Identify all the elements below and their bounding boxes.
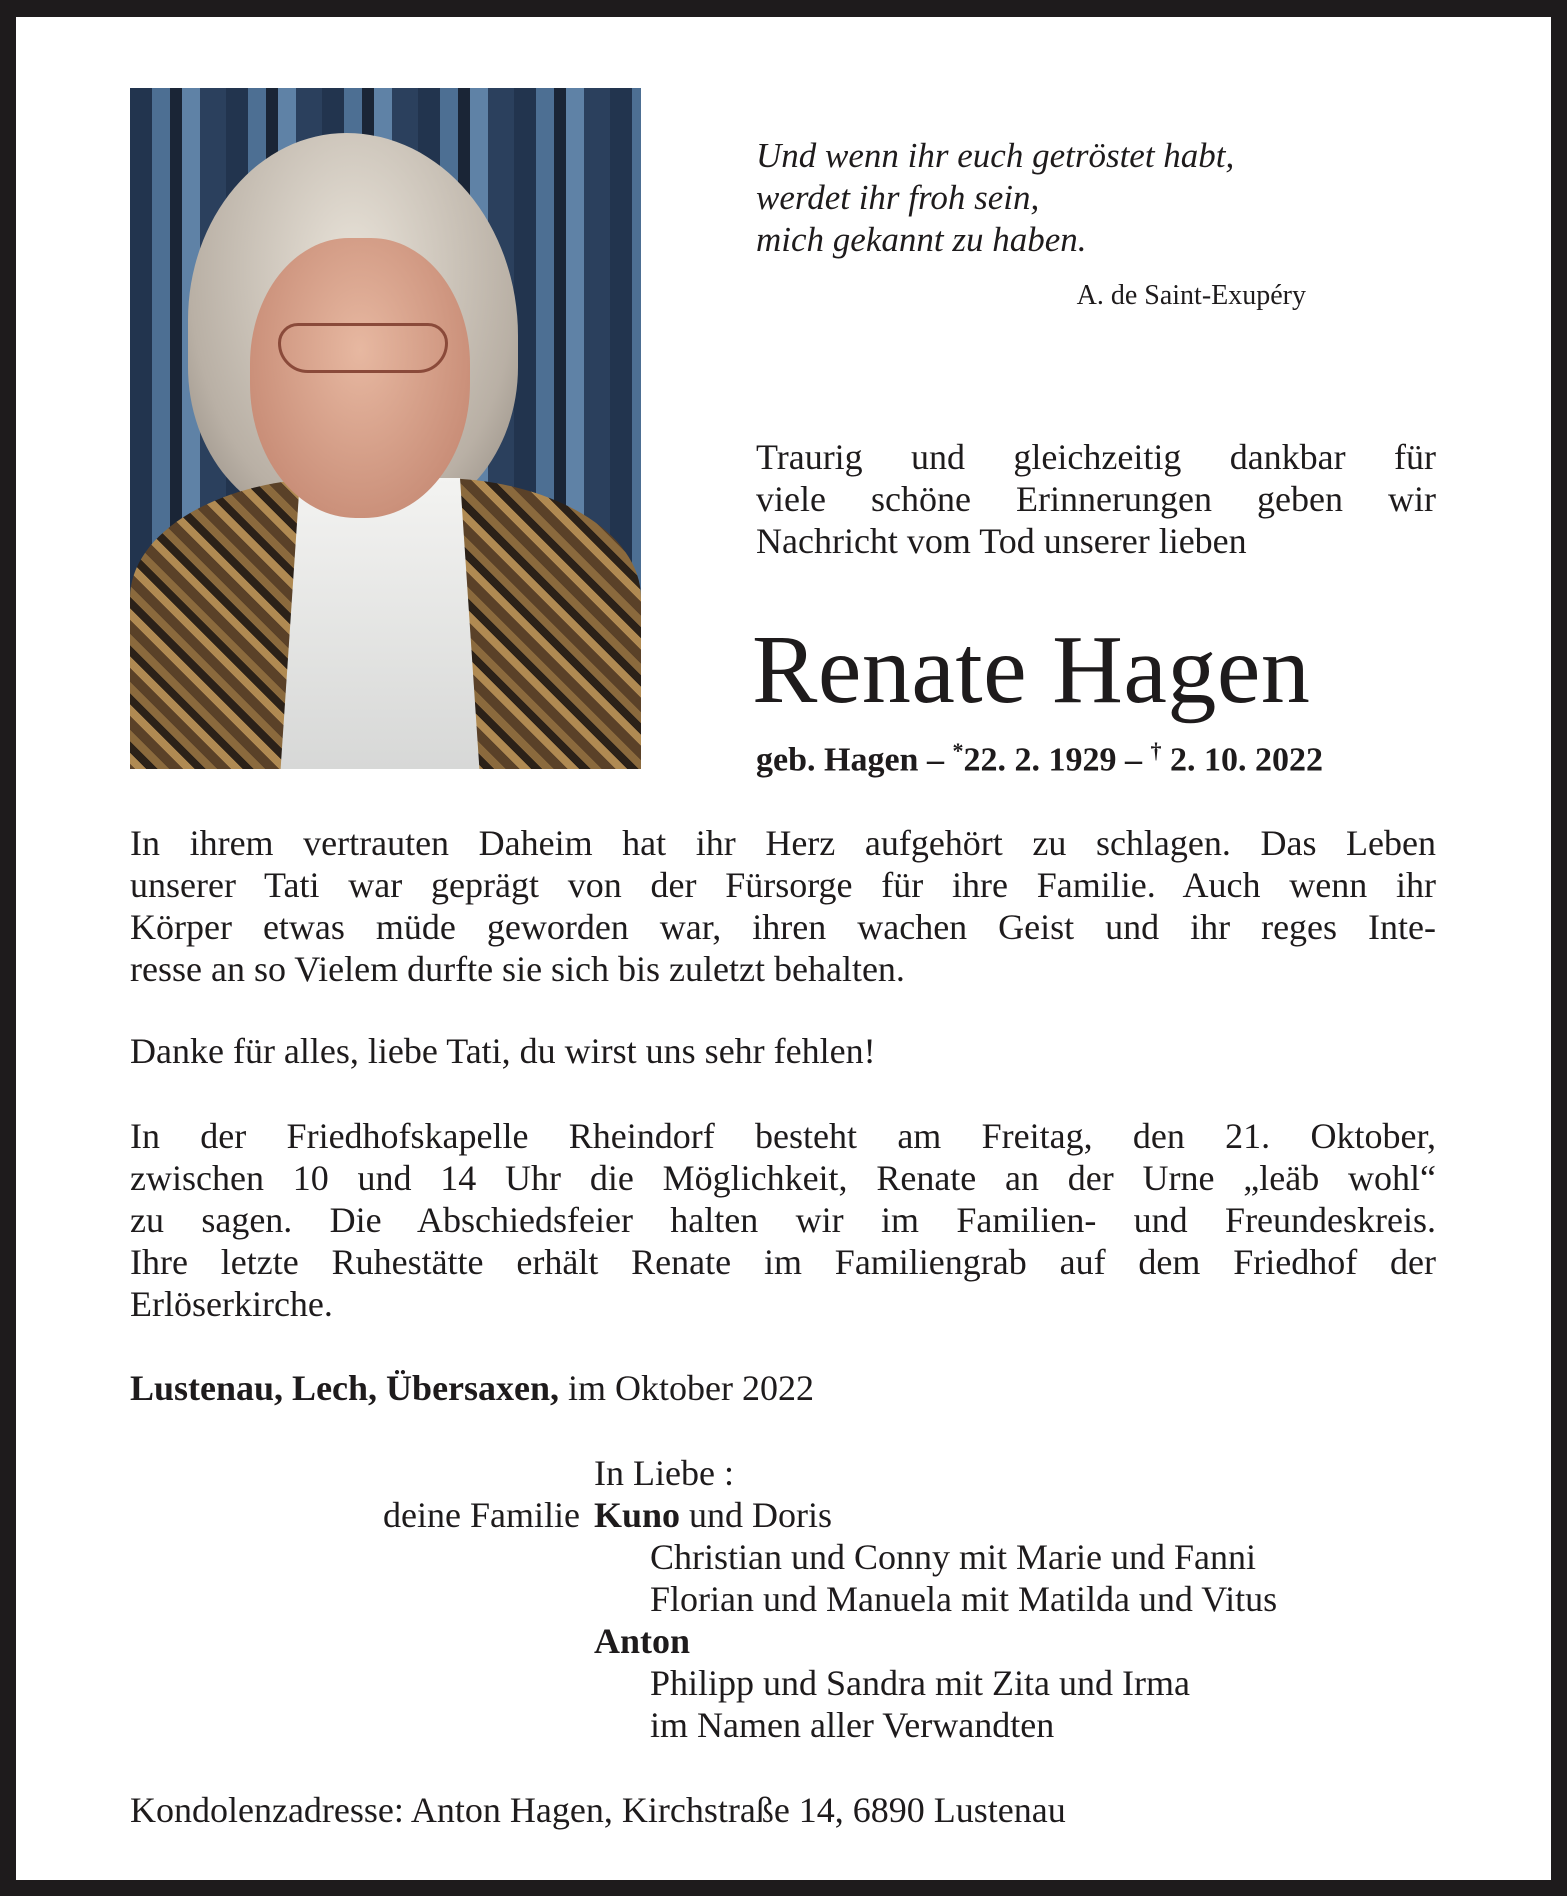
body-paragraph-2: Danke für alles, liebe Tati, du wirst uns sehr fehlen! [130,1031,876,1071]
month-year: im Oktober 2022 [568,1368,815,1408]
quote-line: Und wenn ihr euch getröstet habt, [756,136,1235,175]
body-line: zu sagen. Die Abschiedsfeier halten wir im Familien- und Freundeskreis. [130,1200,1436,1240]
body-paragraph-1 [130,822,1436,990]
birth-mark: * [952,738,964,763]
intro-line: Traurig und gleichzeitig dankbar für [756,437,1436,477]
body-line: Ihre letzte Ruhestätte erhält Renate im Familiengrab auf dem Friedhof der [130,1242,1436,1282]
quote-author: A. de Saint-Exupéry [1076,280,1306,311]
photo-face [250,238,470,518]
deceased-dates: geb. Hagen – *22. 2. 1929 – † 2. 10. 2022 [756,738,1323,779]
body-line: unserer Tati war geprägt von der Fürsorge für ihre Familie. Auch wenn ihr [130,865,1436,905]
birth-date: 22. 2. 1929 [963,741,1117,779]
body-paragraph-3 [130,1115,1436,1325]
born-name: geb. Hagen [756,741,919,779]
son1-partner: und Doris [689,1495,833,1535]
body-line: In der Friedhofskapelle Rheindorf besteht am Freitag, den 21. Oktober, [130,1116,1436,1156]
son2-name-text: Anton [594,1621,691,1661]
family-member: Florian und Manuela mit Matilda und Vitus [650,1579,1278,1619]
deceased-name: Renate Hagen [752,616,1311,724]
quote [756,135,1234,261]
body-line: Erlöserkirche. [130,1284,333,1324]
death-date: 2. 10. 2022 [1169,741,1323,779]
body-line: In ihrem vertrauten Daheim hat ihr Herz aufgehört zu schlagen. Das Leben [130,823,1436,863]
quote-line: mich gekannt zu haben. [756,220,1087,259]
in-love: In Liebe : [594,1453,734,1493]
photo-glasses [278,323,448,373]
condolence-address: Kondolenzadresse: Anton Hagen, Kirchstraße 14, 6890 Lustenau [130,1790,1066,1830]
photo-shirt [280,478,480,769]
family-member: Philipp und Sandra mit Zita und Irma [650,1663,1190,1703]
towns: Lustenau, Lech, Übersaxen, [130,1368,560,1408]
son2-name [594,1620,690,1662]
son1-line [594,1494,832,1536]
body-line: resse an so Vielem durfte sie sich bis zuletzt behalten. [130,949,905,989]
family-member: im Namen aller Verwandten [650,1705,1055,1745]
portrait-photo [130,88,641,769]
family-prefix: deine Familie [383,1495,580,1535]
quote-line: werdet ihr froh sein, [756,178,1040,217]
son1-name: Kuno [594,1495,681,1535]
intro-line: viele schöne Erinnerungen geben wir [756,479,1436,519]
death-mark: † [1150,738,1162,763]
place-date [130,1367,814,1409]
body-line: zwischen 10 und 14 Uhr die Möglichkeit, Renate an der Urne „leäb wohl“ [130,1158,1436,1198]
family-member: Christian und Conny mit Marie und Fanni [650,1537,1256,1577]
intro-line: Nachricht vom Tod unserer lieben [756,521,1247,561]
body-line: Körper etwas müde geworden war, ihren wachen Geist und ihr reges Inte- [130,907,1436,947]
intro-text [756,436,1436,562]
